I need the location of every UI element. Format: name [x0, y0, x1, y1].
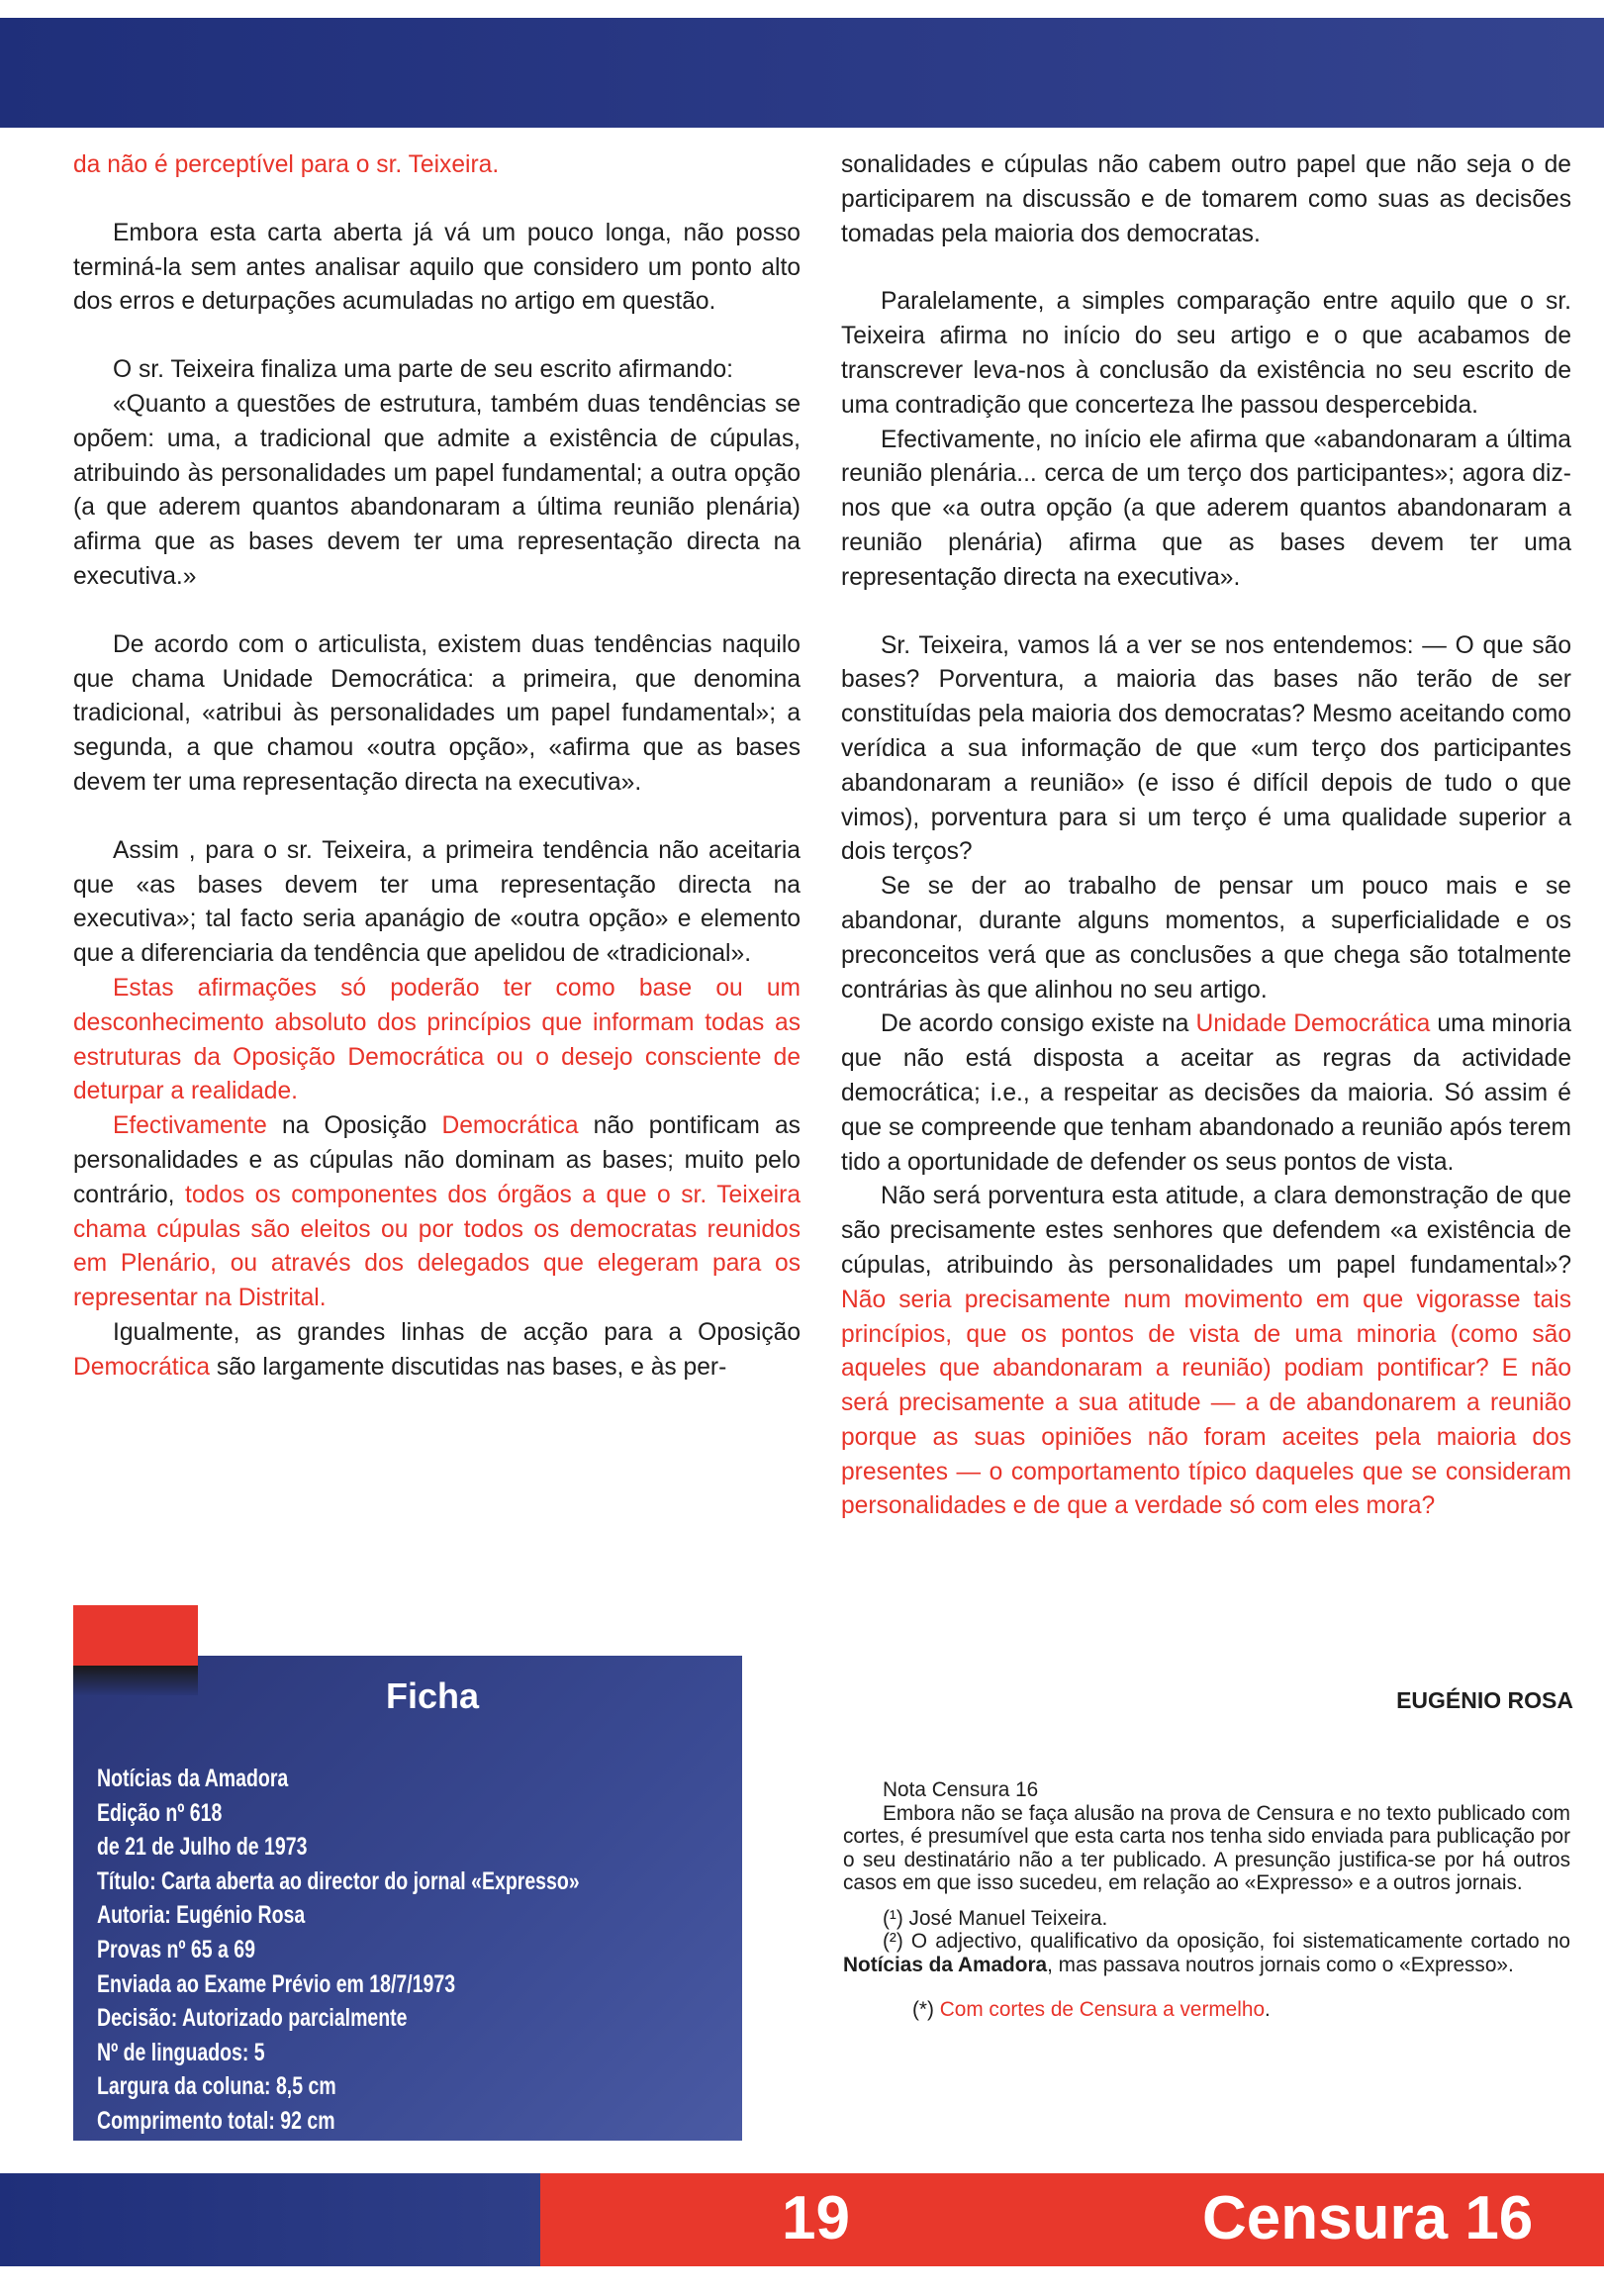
text: não pontificam as personalidades e as cúpulas não dominam as bases; muito pelo contrário,	[73, 1112, 801, 1208]
censored-text: todos os componentes dos órgãos a que o sr. Teixeira chama cúpulas são eleitos ou por todos os democratas reunidos em Plenário, ou através dos delegados que elegeram para os representar na Distrital.	[73, 1181, 802, 1312]
ficha-line: Comprimento total: 92 cm	[97, 2106, 335, 2135]
article-right-column	[841, 148, 1571, 1524]
text: são largamente discutidas nas bases, e às per-	[210, 1353, 727, 1381]
censored-text: Efectivamente	[113, 1112, 267, 1140]
ficha-line: Autoria: Eugénio Rosa	[97, 1901, 306, 1930]
ficha-line: Decisão: Autorizado parcialmente	[97, 2004, 408, 2033]
text: , mas passava noutros jornais como o «Expresso».	[1047, 1953, 1514, 1976]
editorial-note	[843, 1778, 1570, 2022]
ficha-line: Título: Carta aberta ao director do jornal «Expresso»	[97, 1866, 580, 1895]
censored-paragraph: Estas afirmações só poderão ter como base ou um desconhecimento absoluto dos princípios que informam todas as estruturas da Oposição Democrática ou o desejo consciente de deturpar a realidade.	[73, 974, 801, 1105]
text: (*)	[912, 1998, 940, 2021]
paragraph: Paralelamente, a simples comparação entre aquilo que o sr. Teixeira afirma no início do seu artigo e o que acabamos de transcrever leva-nos à conclusão da existência no seu escrito de uma contradição que concerteza lhe passou despercebida.	[841, 288, 1571, 419]
censored-text: Não seria precisamente num movimento em que vigorasse tais princípios, que os pontos de vista de uma minoria (como são aqueles que abandonaram a reunião) podiam pontificar? E não será precisamente a sua atitude — a de abandonarem a reunião porque as suas opiniões não foram aceites pela maioria dos presentes — o comportamento típico daqueles que se consideram personalidades e de que a verdade só com eles mora?	[841, 1286, 1571, 1520]
footnote	[843, 1930, 1570, 1976]
page-number: 19	[782, 2184, 850, 2252]
paragraph: Sr. Teixeira, vamos lá a ver se nos entendemos: — O que são bases? Porventura, a maioria das bases não terão de ser constituídas pela maioria dos democratas? Mesmo aceitando como verídica a sua informação de que «um terço dos participantes abandonaram a reunião» (e isso é difícil depois de tudo o que vimos), porventura para si um terço é uma qualidade superior a dois terços?	[841, 631, 1571, 866]
footer-blue-band	[0, 2173, 540, 2266]
paragraph	[841, 1180, 1571, 1524]
text: na Oposição	[266, 1112, 442, 1140]
note-body: Embora não se faça alusão na prova de Censura e no texto publicado com cortes, é presumível que esta carta nos tenha sido enviada para publicação por o seu destinatário não a ter publicado. A presunção justifica-se por há outros casos em que isso sucedeu, em relação ao «Expresso» e a outros jornais.	[843, 1801, 1570, 1894]
censorship-legend	[843, 1998, 1570, 2022]
ficha-red-tab	[73, 1605, 198, 1666]
paragraph: sonalidades e cúpulas não cabem outro papel que não seja o de participarem na discussão e de tomarem como suas as decisões tomadas pela maioria dos democratas.	[841, 151, 1571, 247]
paragraph: Efectivamente, no início ele afirma que «abandonaram a última reunião plenária... cerca de um terço dos participantes»; agora diz-nos que «a outra opção (a que aderem quantos abandonaram a reunião plenária) afirma que as bases devem ter uma representação directa na executiva».	[841, 426, 1571, 591]
paragraph	[73, 1109, 801, 1316]
text: uma minoria que não está disposta a aceitar as regras da actividade democrática; i.e., a respeitar as decisões da maioria. Só assim é que se compreende que tenham abandonado a reunião após terem tido a oportunidade de defender os seus pontos de vista.	[841, 1010, 1571, 1176]
ficha-line: de 21 de Julho de 1973	[97, 1833, 308, 1862]
ficha-line: Provas nº 65 a 69	[97, 1935, 255, 1963]
section-title: Censura 16	[1202, 2184, 1534, 2252]
text: .	[1265, 1998, 1271, 2021]
text: Não será porventura esta atitude, a clara demonstração de que são precisamente estes senhores que defendem «a existência de cúpulas, atribuindo às personalidades um papel fundamental»?	[841, 1183, 1571, 1279]
quote-paragraph: «Quanto a questões de estrutura, também duas tendências se opõem: uma, a tradicional que admite a existência de cúpulas, atribuindo às personalidades um papel fundamental; a outra opção (a que aderem quantos abandonaram a última reunião plenária) afirma que as bases devem ter uma representação directa na executiva.»	[73, 390, 801, 590]
ficha-title: Ficha	[386, 1675, 480, 1716]
top-header-band	[0, 18, 1604, 128]
newspaper-name: Notícias da Amadora	[843, 1953, 1048, 1976]
paragraph	[841, 1007, 1571, 1180]
ficha-line: Nº de linguados: 5	[97, 2038, 265, 2066]
paragraph: Se se der ao trabalho de pensar um pouco mais e se abandonar, durante alguns momentos, a superficialidade e os preconceitos verá que as conclusões a que chega são totalmente contrárias às que alinhou no seu artigo.	[841, 873, 1571, 1004]
paragraph: Assim , para o sr. Teixeira, a primeira tendência não aceitaria que «as bases devem ter uma representação directa na executiva»; tal facto seria apanágio de «outra opção» e elemento que a diferenciaria da tendência que apelidou de «tradicional».	[73, 836, 801, 968]
paragraph	[73, 1316, 801, 1386]
ficha-dark-tab	[73, 1666, 198, 1695]
paragraph: O sr. Teixeira finaliza uma parte de seu escrito afirmando:	[113, 356, 733, 384]
censored-text: Democrática	[441, 1112, 579, 1140]
ficha-details	[97, 1762, 591, 2139]
censored-text: Democrática	[73, 1353, 211, 1381]
censored-text: Com cortes de Censura a vermelho	[939, 1998, 1266, 2021]
text: De acordo consigo existe na	[881, 1010, 1196, 1038]
author-signature: EUGÉNIO ROSA	[1396, 1687, 1573, 1713]
ficha-line: Largura da coluna: 8,5 cm	[97, 2072, 336, 2101]
note-title: Nota Censura 16	[883, 1778, 1039, 1801]
ficha-line: Edição nº 618	[97, 1798, 223, 1827]
paragraph: De acordo com o articulista, existem duas tendências naquilo que chama Unidade Democrática: a primeira, que denomina tradicional, «atribui às personalidades um papel fundamental»; a segunda, a que chamou «outra opção», «afirma que as bases devem ter uma representação directa na executiva».	[73, 630, 801, 796]
paragraph: da não é perceptível para o sr. Teixeira.	[73, 151, 500, 178]
text: Igualmente, as grandes linhas de acção para a Oposição	[113, 1318, 801, 1346]
paragraph: Embora esta carta aberta já vá um pouco longa, não posso terminá-la sem antes analisar aquilo que considero um ponto alto dos erros e deturpações acumuladas no artigo em questão.	[73, 219, 801, 316]
censored-text: Unidade Democrática	[1195, 1010, 1431, 1038]
text: (²) O adjectivo, qualificativo da oposição, foi sistematicamente cortado no	[883, 1930, 1570, 1953]
ficha-line: Notícias da Amadora	[97, 1765, 289, 1792]
article-left-column	[73, 148, 801, 1386]
ficha-line: Enviada ao Exame Prévio em 18/7/1973	[97, 1969, 456, 1998]
footnote: (¹) José Manuel Teixeira.	[883, 1906, 1108, 1930]
